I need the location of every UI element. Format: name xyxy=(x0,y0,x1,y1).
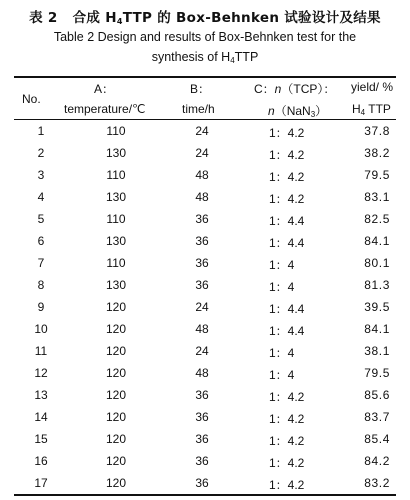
cell-time: 24 xyxy=(195,124,209,138)
cell-no: 3 xyxy=(37,168,45,182)
cell-temperature: 130 xyxy=(105,146,127,160)
cell-temperature: 120 xyxy=(105,344,127,358)
table-row xyxy=(14,385,396,407)
cell-no: 5 xyxy=(37,212,45,226)
cell-temperature: 130 xyxy=(105,190,127,204)
caption-title-chinese-rest: TTP 的 Box-Behnken 试验设计及结果 xyxy=(122,10,381,26)
cell-time: 36 xyxy=(195,212,209,226)
cell-no: 2 xyxy=(37,146,45,160)
cell-yield: 84.1 xyxy=(364,322,390,336)
cell-yield: 82.5 xyxy=(364,212,390,226)
cell-no: 6 xyxy=(37,234,45,248)
cell-time: 24 xyxy=(195,300,209,314)
header-c-ratio-bottom xyxy=(268,102,327,119)
table-row xyxy=(14,429,396,451)
cell-temperature: 130 xyxy=(105,234,127,248)
cell-molar-ratio: 1：4.2 xyxy=(269,390,305,404)
cell-temperature: 110 xyxy=(106,168,126,182)
header-c-label: C： xyxy=(254,82,275,96)
cell-yield: 85.6 xyxy=(364,388,390,402)
cell-time: 36 xyxy=(195,476,209,490)
caption-english-line2 xyxy=(0,50,410,65)
cell-no: 4 xyxy=(37,190,45,204)
cell-no: 9 xyxy=(37,300,45,314)
cell-no: 16 xyxy=(34,454,48,468)
cell-time: 36 xyxy=(195,388,209,402)
caption-english-subscript: 4 xyxy=(230,56,235,65)
cell-molar-ratio: 1：4.2 xyxy=(269,434,305,448)
cell-yield: 83.2 xyxy=(364,476,390,490)
table-row xyxy=(14,319,396,341)
cell-molar-ratio: 1：4 xyxy=(269,346,295,360)
cell-molar-ratio: 1：4 xyxy=(269,368,295,382)
cell-no: 11 xyxy=(34,344,48,358)
cell-temperature: 120 xyxy=(105,322,127,336)
cell-molar-ratio: 1：4.4 xyxy=(269,214,305,228)
header-c-tcp: （TCP）： xyxy=(281,82,336,96)
cell-molar-ratio: 1：4.2 xyxy=(269,412,305,426)
cell-no: 10 xyxy=(34,322,48,336)
cell-no: 12 xyxy=(34,366,48,380)
header-no: No. xyxy=(22,92,41,106)
cell-yield: 38.2 xyxy=(364,146,390,160)
cell-temperature: 120 xyxy=(105,476,127,490)
table-row xyxy=(14,473,396,495)
header-b-time: time/h xyxy=(182,102,215,116)
header-yield-ttp: TTP xyxy=(365,102,391,116)
cell-time: 36 xyxy=(195,454,209,468)
cell-temperature: 120 xyxy=(105,454,127,468)
header-yield-compound xyxy=(352,102,391,117)
cell-yield: 84.1 xyxy=(364,234,390,248)
cell-yield: 83.7 xyxy=(364,410,390,424)
header-c-n-tcp: n xyxy=(274,82,282,96)
cell-molar-ratio: 1：4.2 xyxy=(269,192,305,206)
cell-temperature: 120 xyxy=(105,300,127,314)
caption-title-subscript: 4 xyxy=(116,17,123,26)
cell-temperature: 110 xyxy=(106,124,126,138)
cell-molar-ratio: 1：4.4 xyxy=(269,302,305,316)
header-c-close: ） xyxy=(315,104,328,118)
caption-chinese xyxy=(0,6,410,26)
table-row xyxy=(14,275,396,297)
header-c-nan: （NaN xyxy=(274,104,311,118)
table-row xyxy=(14,253,396,275)
cell-temperature: 110 xyxy=(106,256,126,270)
cell-yield: 85.4 xyxy=(364,432,390,446)
cell-time: 48 xyxy=(195,322,209,336)
cell-temperature: 120 xyxy=(105,432,127,446)
table-row xyxy=(14,143,396,165)
cell-no: 1 xyxy=(37,124,45,138)
cell-no: 13 xyxy=(34,388,48,402)
cell-yield: 84.2 xyxy=(364,454,390,468)
cell-molar-ratio: 1：4 xyxy=(269,258,295,272)
table-row xyxy=(14,165,396,187)
cell-time: 36 xyxy=(195,410,209,424)
table-header-rule xyxy=(14,119,396,120)
caption-table-number: 表 2 xyxy=(29,10,58,26)
header-a-temperature: temperature/℃ xyxy=(64,102,146,116)
cell-molar-ratio: 1：4.2 xyxy=(269,456,305,470)
cell-time: 24 xyxy=(195,146,209,160)
cell-yield: 79.5 xyxy=(364,366,390,380)
cell-time: 48 xyxy=(195,190,209,204)
cell-time: 24 xyxy=(195,344,209,358)
cell-time: 48 xyxy=(195,366,209,380)
cell-time: 48 xyxy=(195,168,209,182)
caption-english-line1: Table 2 Design and results of Box-Behnken test for the xyxy=(53,30,357,44)
table-top-rule xyxy=(14,76,396,78)
header-b-label: B： xyxy=(190,82,211,96)
header-c-ratio-top xyxy=(254,80,335,97)
cell-yield: 81.3 xyxy=(364,278,390,292)
cell-molar-ratio: 1：4 xyxy=(269,280,295,294)
cell-temperature: 130 xyxy=(105,278,127,292)
table-row xyxy=(14,297,396,319)
header-c-nan-subscript: 3 xyxy=(310,110,316,119)
header-yield: yield/ % xyxy=(351,80,394,94)
cell-molar-ratio: 1：4.4 xyxy=(269,324,305,338)
header-yield-h: H xyxy=(352,102,361,116)
cell-temperature: 120 xyxy=(105,410,127,424)
header-yield-subscript: 4 xyxy=(360,108,366,117)
caption-english-line2-end: TTP xyxy=(234,50,259,64)
cell-temperature: 110 xyxy=(106,212,126,226)
cell-molar-ratio: 1：4.2 xyxy=(269,170,305,184)
header-a-label: A： xyxy=(94,82,115,96)
cell-yield: 39.5 xyxy=(364,300,390,314)
cell-molar-ratio: 1：4.2 xyxy=(269,478,305,492)
table-row xyxy=(14,209,396,231)
table-row xyxy=(14,121,396,143)
cell-no: 17 xyxy=(34,476,48,490)
caption-english-line2-text: synthesis of H xyxy=(151,50,231,64)
cell-time: 36 xyxy=(195,432,209,446)
cell-molar-ratio: 1：4.4 xyxy=(269,236,305,250)
table-body xyxy=(14,121,396,495)
cell-molar-ratio: 1：4.2 xyxy=(269,148,305,162)
cell-time: 36 xyxy=(195,234,209,248)
table-row xyxy=(14,187,396,209)
cell-yield: 37.8 xyxy=(364,124,390,138)
cell-yield: 80.1 xyxy=(364,256,390,270)
cell-yield: 79.5 xyxy=(364,168,390,182)
cell-no: 14 xyxy=(34,410,48,424)
cell-no: 15 xyxy=(34,432,48,446)
caption-title-chinese: 合成 H xyxy=(72,10,117,26)
table-row xyxy=(14,341,396,363)
cell-molar-ratio: 1：4.2 xyxy=(269,126,305,140)
cell-yield: 38.1 xyxy=(364,344,390,358)
header-c-n-nan3: n xyxy=(268,104,275,118)
cell-temperature: 120 xyxy=(105,366,127,380)
cell-no: 8 xyxy=(37,278,45,292)
cell-time: 36 xyxy=(195,256,209,270)
cell-yield: 83.1 xyxy=(364,190,390,204)
table-row xyxy=(14,231,396,253)
table-row xyxy=(14,451,396,473)
table-row xyxy=(14,363,396,385)
cell-time: 36 xyxy=(195,278,209,292)
cell-temperature: 120 xyxy=(105,388,127,402)
table-row xyxy=(14,407,396,429)
cell-no: 7 xyxy=(37,256,45,270)
